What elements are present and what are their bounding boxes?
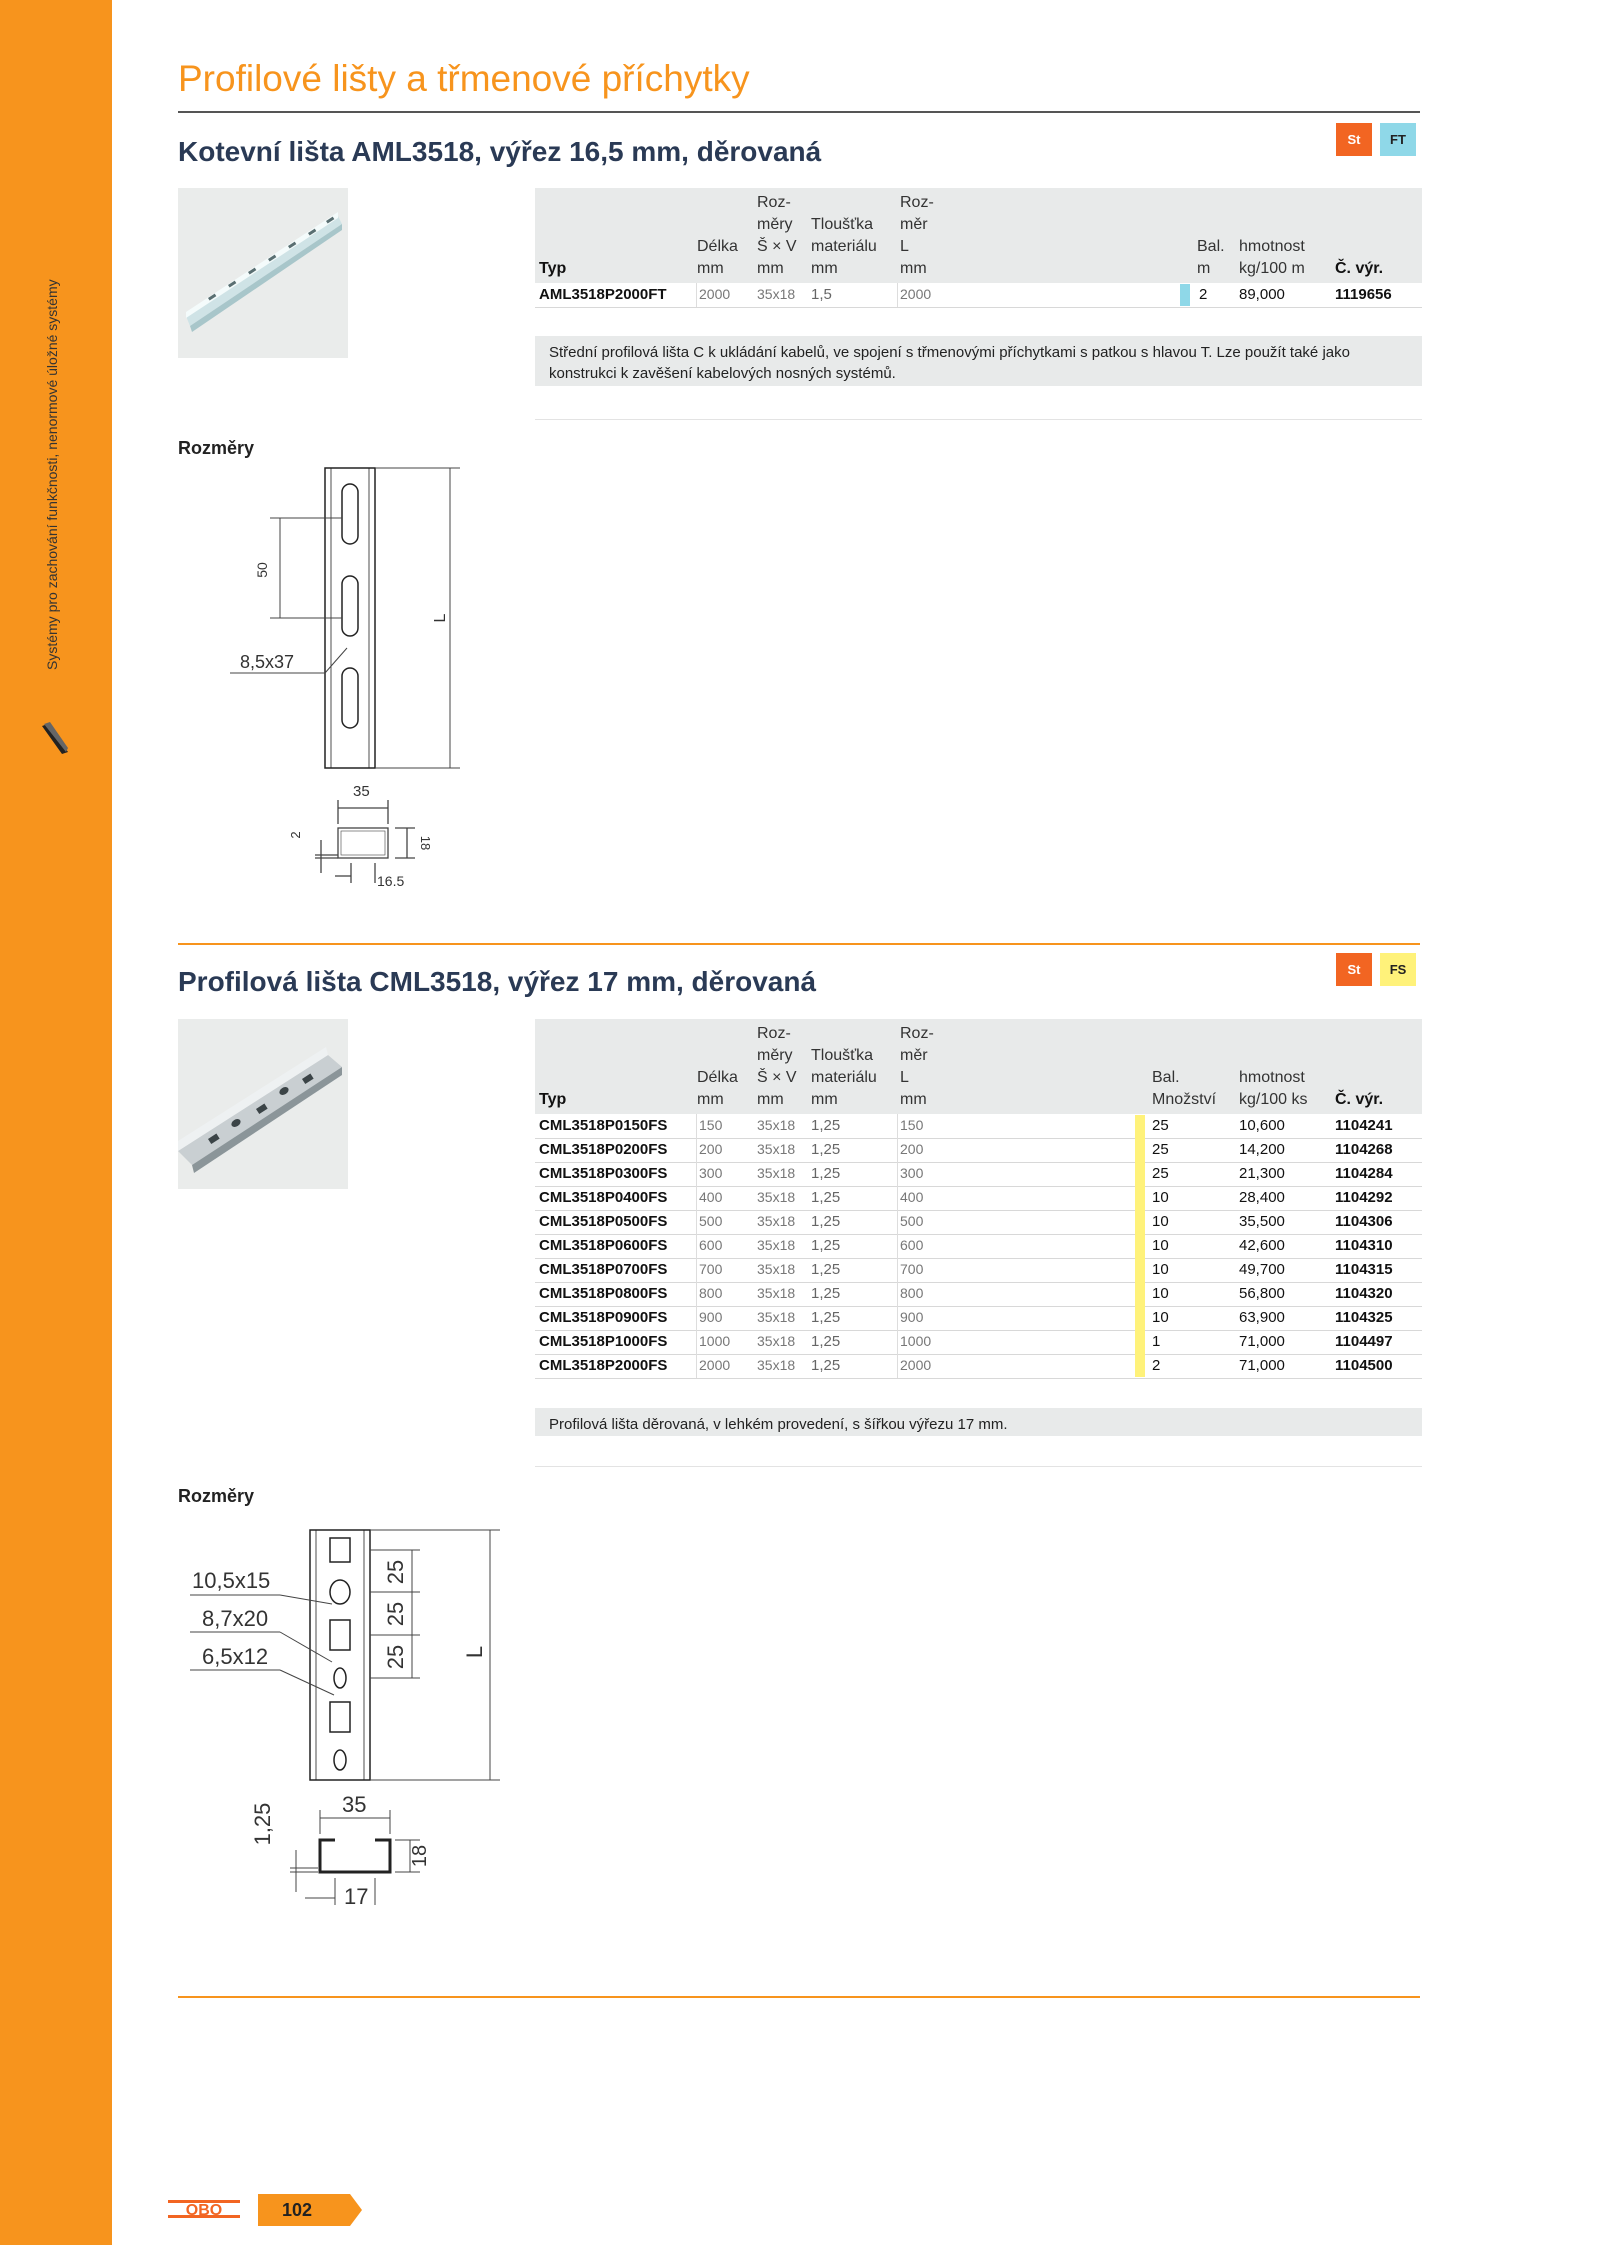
header-l: Roz- bbox=[900, 1025, 934, 1042]
table-row bbox=[535, 1186, 1422, 1211]
column-divider-l bbox=[897, 1114, 898, 1378]
header-thk-2: materiálu bbox=[811, 1069, 877, 1086]
cell-l: 2000 bbox=[900, 1357, 932, 1373]
drawing-length-label: L bbox=[462, 1645, 487, 1659]
table-row bbox=[535, 1114, 1422, 1139]
cell-l: 700 bbox=[900, 1261, 924, 1277]
page-title: Profilové lišty a třmenové příchytky bbox=[178, 58, 750, 99]
cell-typ: AML3518P2000FT bbox=[539, 286, 667, 303]
header-dim-3: Š × V bbox=[757, 238, 797, 255]
cell-wt: 42,600 bbox=[1239, 1237, 1285, 1254]
material-tag-st: St bbox=[1336, 123, 1372, 156]
drawing-thickness-label: 1,25 bbox=[250, 1802, 275, 1846]
product-image-aml3518 bbox=[178, 188, 348, 358]
table-row bbox=[535, 1282, 1422, 1307]
cell-l: 500 bbox=[900, 1213, 924, 1229]
cell-thk: 1,25 bbox=[811, 1309, 841, 1326]
cell-bal: 10 bbox=[1152, 1213, 1169, 1230]
drawing-slot3-label: 6,5x12 bbox=[202, 1644, 269, 1669]
table-row bbox=[535, 283, 1422, 308]
header-len: Délka bbox=[697, 238, 738, 255]
sidebar-text: Systémy pro zachování funkčnosti, nenormové úložné systémy bbox=[44, 279, 60, 670]
cell-art: 1104497 bbox=[1335, 1333, 1393, 1350]
header-bal-unit: Množství bbox=[1152, 1091, 1217, 1108]
header-dim-3: Š × V bbox=[757, 1069, 797, 1086]
cell-art: 1104325 bbox=[1335, 1309, 1393, 1326]
cell-wt: 10,600 bbox=[1239, 1117, 1285, 1134]
section1-title: Kotevní lišta AML3518, výřez 16,5 mm, děrovaná bbox=[178, 136, 822, 167]
section2-bottom-rule bbox=[178, 1996, 1420, 1998]
table-row bbox=[535, 1258, 1422, 1283]
cell-art: 1104292 bbox=[1335, 1189, 1393, 1206]
finish-color-bar-ft bbox=[1180, 284, 1190, 306]
table-row bbox=[535, 1306, 1422, 1331]
cell-thk: 1,25 bbox=[811, 1189, 841, 1206]
header-thk: Tloušťka bbox=[811, 1047, 874, 1064]
cell-len: 2000 bbox=[699, 1357, 731, 1373]
table-row bbox=[535, 1234, 1422, 1259]
cell-typ: CML3518P0300FS bbox=[539, 1165, 668, 1182]
header-dim: Roz- bbox=[757, 194, 791, 211]
cell-typ: CML3518P0700FS bbox=[539, 1261, 668, 1278]
drawing-height-label: 18 bbox=[409, 1844, 431, 1868]
header-l-2: měr bbox=[900, 216, 928, 233]
cell-bal: 1 bbox=[1152, 1333, 1161, 1350]
drawing-opening-label: 16.5 bbox=[377, 873, 405, 889]
header-dim-2: měry bbox=[757, 216, 793, 233]
cell-thk: 1,25 bbox=[811, 1285, 841, 1302]
cell-dim: 35x18 bbox=[757, 1357, 796, 1373]
cell-dim: 35x18 bbox=[757, 1117, 796, 1133]
header-l: Roz- bbox=[900, 194, 934, 211]
drawing-slot1-label: 10,5x15 bbox=[192, 1568, 271, 1593]
obo-logo-text: OBO bbox=[185, 2202, 223, 2219]
cell-len: 800 bbox=[699, 1285, 723, 1301]
top-rule bbox=[178, 111, 1420, 113]
cell-len: 300 bbox=[699, 1165, 723, 1181]
cell-bal: 10 bbox=[1152, 1261, 1169, 1278]
header-bal: Bal. bbox=[1197, 238, 1225, 255]
cell-thk: 1,25 bbox=[811, 1357, 841, 1374]
header-bal-unit: m bbox=[1197, 260, 1211, 277]
header-art: Č. výr. bbox=[1335, 1091, 1384, 1108]
cell-bal: 2 bbox=[1152, 1357, 1161, 1374]
cable-profile-icon bbox=[40, 718, 70, 760]
finish-tag-ft: FT bbox=[1380, 123, 1416, 156]
cell-wt: 89,000 bbox=[1239, 286, 1285, 303]
aml3518-technical-drawing bbox=[225, 458, 485, 908]
header-typ: Typ bbox=[539, 260, 567, 277]
cell-art: 1104315 bbox=[1335, 1261, 1393, 1278]
header-l-2: měr bbox=[900, 1047, 928, 1064]
cell-thk: 1,25 bbox=[811, 1117, 841, 1134]
section2-separator bbox=[535, 1466, 1422, 1467]
drawing-height-label: 18 bbox=[418, 835, 433, 851]
header-wt: hmotnost bbox=[1239, 238, 1305, 255]
cell-len: 900 bbox=[699, 1309, 723, 1325]
cml3518-technical-drawing bbox=[190, 1520, 520, 1960]
drawing-pitch1-label: 25 bbox=[383, 1559, 408, 1585]
header-thk-2: materiálu bbox=[811, 238, 877, 255]
header-thk-unit: mm bbox=[811, 1091, 838, 1108]
cell-dim: 35x18 bbox=[757, 1213, 796, 1229]
header-bal: Bal. bbox=[1152, 1069, 1180, 1086]
section2-rule bbox=[178, 943, 1420, 945]
cell-bal: 10 bbox=[1152, 1309, 1169, 1326]
table-row bbox=[535, 1330, 1422, 1355]
section2-dims-title: Rozměry bbox=[178, 1486, 255, 1506]
cell-len: 600 bbox=[699, 1237, 723, 1253]
header-len: Délka bbox=[697, 1069, 738, 1086]
cell-l: 1000 bbox=[900, 1333, 932, 1349]
header-dim-2: měry bbox=[757, 1047, 793, 1064]
table-row bbox=[535, 1210, 1422, 1235]
table-row bbox=[535, 1138, 1422, 1163]
finish-color-bar-fs bbox=[1135, 1115, 1145, 1377]
cell-typ: CML3518P0500FS bbox=[539, 1213, 668, 1230]
drawing-pitch-label: 50 bbox=[254, 562, 270, 578]
cell-dim: 35x18 bbox=[757, 1333, 796, 1349]
cell-l: 600 bbox=[900, 1237, 924, 1253]
cell-dim: 35x18 bbox=[757, 1189, 796, 1205]
cell-l: 200 bbox=[900, 1141, 924, 1157]
header-l-3: L bbox=[900, 1069, 909, 1086]
cell-len: 400 bbox=[699, 1189, 723, 1205]
cell-thk: 1,25 bbox=[811, 1165, 841, 1182]
cell-bal: 2 bbox=[1199, 286, 1208, 303]
cell-art: 1104310 bbox=[1335, 1237, 1393, 1254]
drawing-pitch2-label: 25 bbox=[383, 1601, 408, 1627]
header-thk: Tloušťka bbox=[811, 216, 874, 233]
cell-art: 1104500 bbox=[1335, 1357, 1393, 1374]
cell-l: 400 bbox=[900, 1189, 924, 1205]
cell-dim: 35x18 bbox=[757, 1141, 796, 1157]
cell-bal: 25 bbox=[1152, 1165, 1169, 1182]
cell-bal: 10 bbox=[1152, 1237, 1169, 1254]
header-len-unit: mm bbox=[697, 1091, 724, 1108]
drawing-width-label: 35 bbox=[353, 783, 370, 800]
cell-l: 2000 bbox=[900, 286, 932, 302]
cell-wt: 63,900 bbox=[1239, 1309, 1285, 1326]
cell-l: 800 bbox=[900, 1285, 924, 1301]
cell-dim: 35x18 bbox=[757, 1285, 796, 1301]
cell-len: 2000 bbox=[699, 286, 731, 302]
cell-dim: 35x18 bbox=[757, 286, 796, 302]
header-typ: Typ bbox=[539, 1091, 567, 1108]
cell-wt: 14,200 bbox=[1239, 1141, 1285, 1158]
cell-typ: CML3518P0600FS bbox=[539, 1237, 668, 1254]
column-divider-l bbox=[897, 283, 898, 307]
drawing-slot2-label: 8,7x20 bbox=[202, 1606, 269, 1631]
cell-len: 700 bbox=[699, 1261, 723, 1277]
section1-separator bbox=[535, 419, 1422, 420]
cell-wt: 71,000 bbox=[1239, 1357, 1285, 1374]
header-art: Č. výr. bbox=[1335, 260, 1384, 277]
header-thk-unit: mm bbox=[811, 260, 838, 277]
page-number: 102 bbox=[282, 2200, 313, 2220]
cell-len: 1000 bbox=[699, 1333, 731, 1349]
cell-thk: 1,25 bbox=[811, 1237, 841, 1254]
header-l-3: L bbox=[900, 238, 909, 255]
cell-wt: 21,300 bbox=[1239, 1165, 1285, 1182]
drawing-length-label: L bbox=[432, 613, 449, 623]
cell-thk: 1,25 bbox=[811, 1333, 841, 1350]
column-divider-typ bbox=[696, 283, 697, 307]
cell-bal: 10 bbox=[1152, 1285, 1169, 1302]
cell-thk: 1,5 bbox=[811, 286, 832, 303]
header-dim-unit: mm bbox=[757, 260, 784, 277]
cell-l: 900 bbox=[900, 1309, 924, 1325]
section1-dims-title: Rozměry bbox=[178, 438, 255, 458]
cell-typ: CML3518P0200FS bbox=[539, 1141, 668, 1158]
header-l-unit: mm bbox=[900, 1091, 927, 1108]
cell-typ: CML3518P0400FS bbox=[539, 1189, 668, 1206]
drawing-opening-label: 17 bbox=[344, 1884, 369, 1909]
section1-description: Střední profilová lišta C k ukládání kabelů, ve spojení s třmenovými příchytkami s patkou s hlavou T. Lze použít také jako konstrukci k zavěšení kabelových nosných systémů. bbox=[535, 336, 1422, 386]
cell-art: 1104306 bbox=[1335, 1213, 1393, 1230]
cell-len: 150 bbox=[699, 1117, 723, 1133]
rail-photo-icon bbox=[178, 188, 348, 358]
cell-dim: 35x18 bbox=[757, 1165, 796, 1181]
cell-dim: 35x18 bbox=[757, 1261, 796, 1277]
obo-logo-icon bbox=[165, 2194, 243, 2224]
cell-bal: 25 bbox=[1152, 1141, 1169, 1158]
header-l-unit: mm bbox=[900, 260, 927, 277]
cell-wt: 35,500 bbox=[1239, 1213, 1285, 1230]
cell-thk: 1,25 bbox=[811, 1213, 841, 1230]
cell-art: 1104284 bbox=[1335, 1165, 1393, 1182]
table-row bbox=[535, 1354, 1422, 1379]
header-dim: Roz- bbox=[757, 1025, 791, 1042]
cell-l: 300 bbox=[900, 1165, 924, 1181]
header-dim-unit: mm bbox=[757, 1091, 784, 1108]
cell-bal: 25 bbox=[1152, 1117, 1169, 1134]
header-len-unit: mm bbox=[697, 260, 724, 277]
cell-wt: 56,800 bbox=[1239, 1285, 1285, 1302]
section2-title: Profilová lišta CML3518, výřez 17 mm, děrovaná bbox=[178, 966, 817, 997]
column-divider-typ bbox=[696, 1114, 697, 1378]
product-image-cml3518 bbox=[178, 1019, 348, 1189]
cell-wt: 71,000 bbox=[1239, 1333, 1285, 1350]
finish-tag-fs: FS bbox=[1380, 953, 1416, 986]
cell-len: 200 bbox=[699, 1141, 723, 1157]
drawing-thickness-label: 2 bbox=[288, 831, 303, 839]
cell-typ: CML3518P0900FS bbox=[539, 1309, 668, 1326]
drawing-pitch3-label: 25 bbox=[383, 1644, 408, 1670]
material-tag-st: St bbox=[1336, 953, 1372, 986]
header-wt-unit: kg/100 m bbox=[1239, 260, 1305, 277]
cell-wt: 28,400 bbox=[1239, 1189, 1285, 1206]
table-row bbox=[535, 1162, 1422, 1187]
cell-dim: 35x18 bbox=[757, 1309, 796, 1325]
section2-table-header bbox=[535, 1019, 1422, 1114]
header-wt-unit: kg/100 ks bbox=[1239, 1091, 1308, 1108]
cell-art: 1104320 bbox=[1335, 1285, 1393, 1302]
header-wt: hmotnost bbox=[1239, 1069, 1305, 1086]
cell-bal: 10 bbox=[1152, 1189, 1169, 1206]
cell-wt: 49,700 bbox=[1239, 1261, 1285, 1278]
cell-dim: 35x18 bbox=[757, 1237, 796, 1253]
cell-thk: 1,25 bbox=[811, 1141, 841, 1158]
cell-l: 150 bbox=[900, 1117, 924, 1133]
cell-art: 1119656 bbox=[1335, 286, 1392, 303]
cell-typ: CML3518P1000FS bbox=[539, 1333, 668, 1350]
cell-thk: 1,25 bbox=[811, 1261, 841, 1278]
cell-typ: CML3518P0150FS bbox=[539, 1117, 668, 1134]
drawing-slot-label: 8,5x37 bbox=[240, 652, 295, 672]
drawing-width-label: 35 bbox=[342, 1792, 367, 1817]
cell-art: 1104241 bbox=[1335, 1117, 1393, 1134]
cell-art: 1104268 bbox=[1335, 1141, 1393, 1158]
rail-photo-icon bbox=[178, 1019, 348, 1189]
cell-typ: CML3518P0800FS bbox=[539, 1285, 668, 1302]
section1-table-header bbox=[535, 188, 1422, 283]
cell-typ: CML3518P2000FS bbox=[539, 1357, 668, 1374]
cell-len: 500 bbox=[699, 1213, 723, 1229]
section2-description: Profilová lišta děrovaná, v lehkém provedení, s šířkou výřezu 17 mm. bbox=[535, 1408, 1422, 1436]
